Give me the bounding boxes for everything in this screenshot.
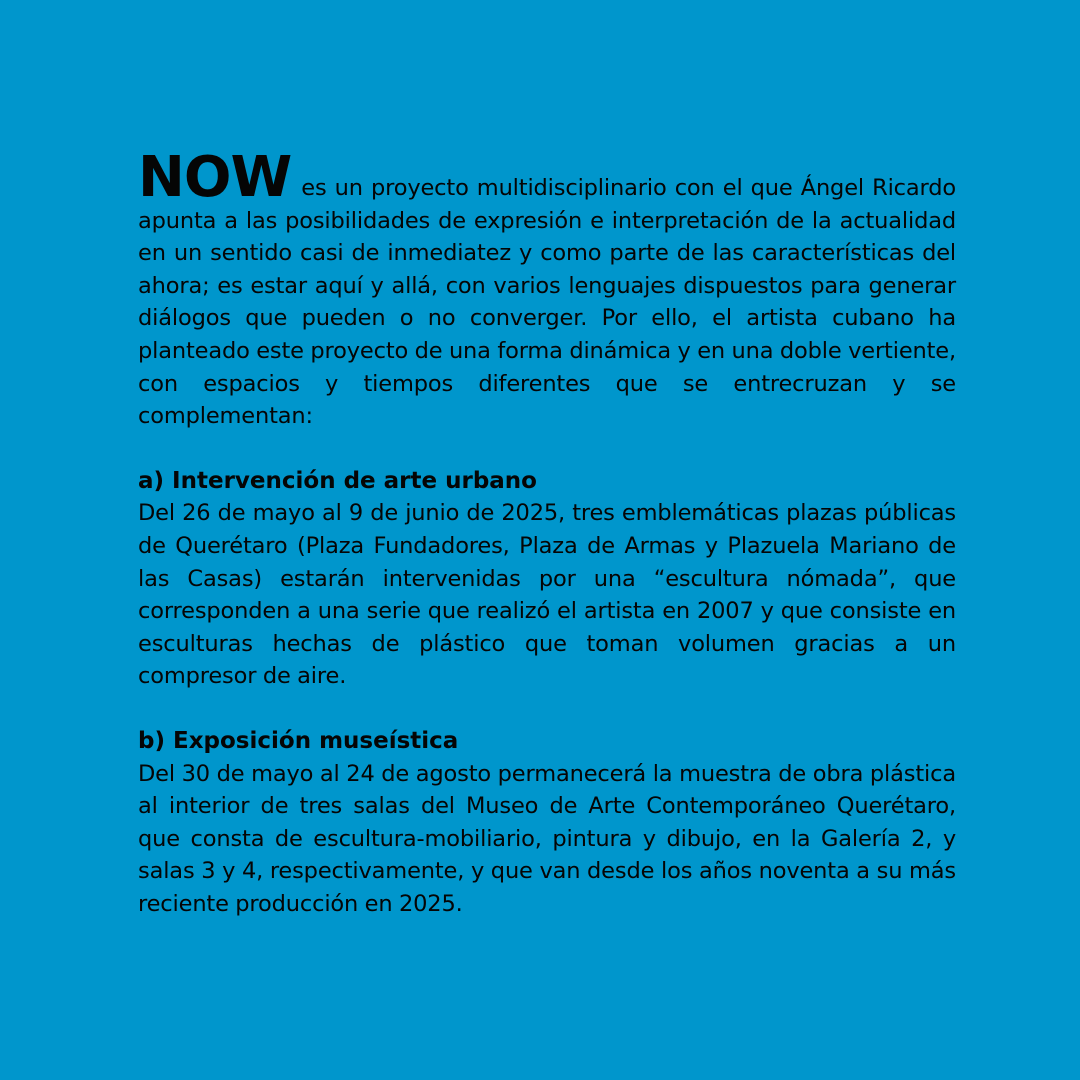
text-block — [138, 145, 956, 920]
section-heading-urban-art: a) Intervención de arte urbano — [138, 467, 537, 494]
section-body-museum-exhibition: Del 30 de mayo al 24 de agosto permanecerá la muestra de obra plástica al interior de tres salas del Museo de Arte Contemporáneo Querétaro, que consta de escultura-mobiliario, pintura y dibujo, en la Galería 2, y salas 3 y 4, respectivamente, y que van desde los años noventa a su más reciente producción en 2025. — [138, 760, 956, 917]
section-heading-museum-exhibition: b) Exposición museística — [138, 727, 459, 754]
intro-text: es un proyecto multidisciplinario con el que Ángel Ricardo apunta a las posibilidades de expresión e interpretación de la actualidad en un sentido casi de inmediatez y como parte de las características del ahora; es estar aquí y allá, con varios lenguajes dispuestos para generar diálogos que pueden o no converger. Por ello, el artista cubano ha planteado este proyecto de una forma dinámica y en una doble vertiente, con espacios y tiempos diferentes que se entrecruzan y se complementan: — [138, 175, 956, 430]
now-title: NOW — [138, 145, 292, 210]
section-urban-art — [138, 465, 956, 693]
section-body-urban-art: Del 26 de mayo al 9 de junio de 2025, tres emblemáticas plazas públicas de Querétaro (Plaza Fundadores, Plaza de Armas y Plazuela Mariano de las Casas) estarán intervenidas por una “escultura nómada”, que corresponden a una serie que realizó el artista en 2007 y que consiste en esculturas hechas de plástico que toman volumen gracias a un compresor de aire. — [138, 500, 956, 690]
section-museum-exhibition — [138, 725, 956, 921]
intro-paragraph — [138, 145, 956, 433]
